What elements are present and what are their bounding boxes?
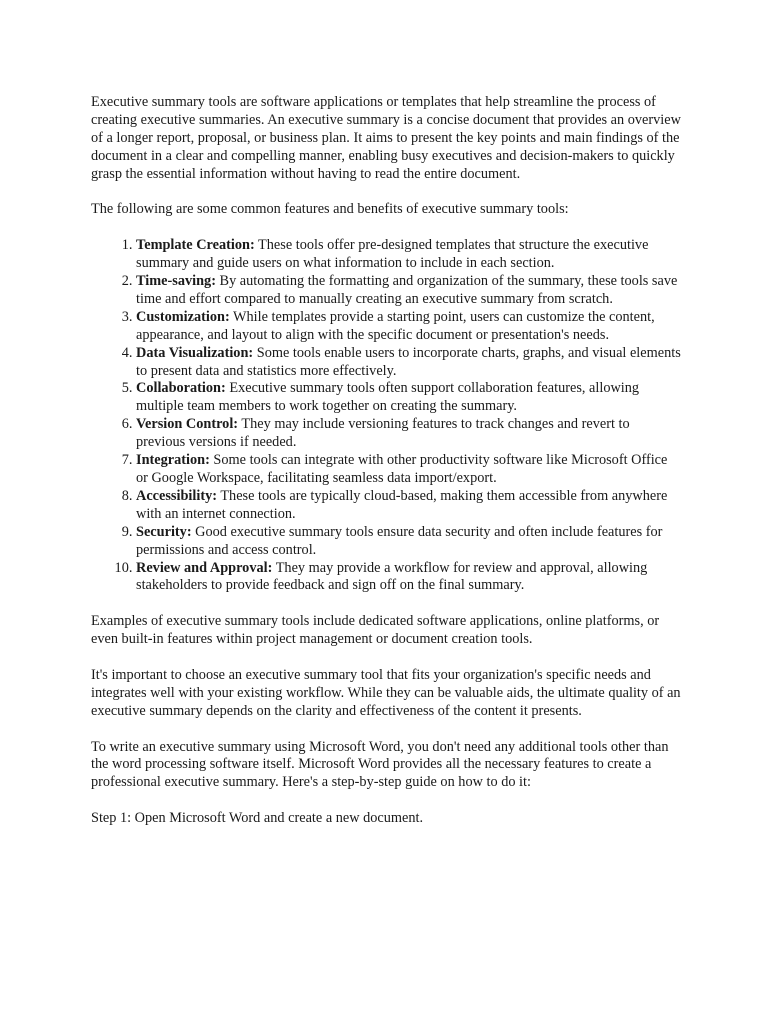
feature-text: These tools are typically cloud-based, making them accessible from anywhere with an internet connection.: [136, 487, 668, 522]
examples-paragraph: Examples of executive summary tools include dedicated software applications, online platforms, or even built-in features within project management or document creation tools.: [91, 613, 660, 648]
feature-term: Collaboration:: [136, 380, 226, 397]
feature-item-7: [136, 452, 681, 488]
feature-text: By automating the formatting and organization of the summary, these tools save time and effort compared to manually creating an executive summary from scratch.: [136, 273, 678, 307]
feature-text: Some tools can integrate with other productivity software like Microsoft Office or Google Workspace, facilitating seamless data import/export.: [136, 452, 668, 486]
feature-term: Customization:: [136, 308, 230, 325]
feature-text: They may include versioning features to track changes and revert to previous versions if needed.: [136, 416, 630, 451]
feature-term: Integration:: [136, 452, 210, 469]
word-intro-paragraph: To write an executive summary using Microsoft Word, you don't need any additional tools other than the word processing software itself. Microsoft Word provides all the necessary features to create a professional executive summary. Here's a step-by-step guide on how to do it:: [91, 738, 669, 791]
feature-term: Accessibility:: [136, 487, 217, 504]
feature-term: Security:: [136, 523, 192, 540]
feature-text: Executive summary tools often support collaboration features, allowing multiple team members to work together on creating the summary.: [136, 380, 640, 415]
features-list: [91, 237, 681, 595]
feature-item-5: [136, 380, 681, 416]
step-1-paragraph: Step 1: Open Microsoft Word and create a new document.: [91, 810, 424, 827]
feature-item-4: [136, 345, 681, 381]
feature-item-6: [136, 416, 681, 452]
feature-item-2: [136, 273, 681, 309]
feature-item-8: [136, 488, 681, 524]
feature-text: Good executive summary tools ensure data security and often include features for permissions and access control.: [136, 523, 663, 558]
feature-text: They may provide a workflow for review and approval, allowing stakeholders to provide feedback and sign off on the final summary.: [136, 559, 648, 594]
features-lead-paragraph: The following are some common features and benefits of executive summary tools:: [91, 201, 569, 218]
feature-term: Time-saving:: [136, 273, 216, 290]
feature-text: These tools offer pre-designed templates that structure the executive summary and guide users on what information to include in each section.: [136, 237, 649, 272]
feature-term: Review and Approval:: [136, 559, 273, 576]
feature-item-9: [136, 524, 681, 560]
importance-paragraph: It's important to choose an executive summary tool that fits your organization's specific needs and integrates well with your existing workflow. While they can be valuable aids, the ultimate quality of an executive summary depends on the clarity and effectiveness of the content it presents.: [91, 666, 681, 719]
feature-text: While templates provide a starting point, users can customize the content, appearance, and layout to align with the specific document or presentation's needs.: [136, 308, 655, 343]
feature-text: Some tools enable users to incorporate charts, graphs, and visual elements to present data and statistics more effectively.: [136, 344, 681, 379]
document-body: [91, 94, 681, 846]
feature-term: Data Visualization:: [136, 344, 254, 361]
feature-term: Version Control:: [136, 416, 239, 433]
feature-item-10: [136, 560, 681, 596]
feature-item-3: [136, 309, 681, 345]
intro-paragraph: Executive summary tools are software applications or templates that help streamline the process of creating executive summaries. An executive summary is a concise document that provides an overview of a longer report, proposal, or business plan. It aims to present the key points and main findings of the document in a clear and compelling manner, enabling busy executives and decision-makers to quickly grasp the essential information without having to read the entire document.: [91, 94, 681, 182]
feature-item-1: [136, 237, 681, 273]
feature-term: Template Creation:: [136, 237, 255, 254]
